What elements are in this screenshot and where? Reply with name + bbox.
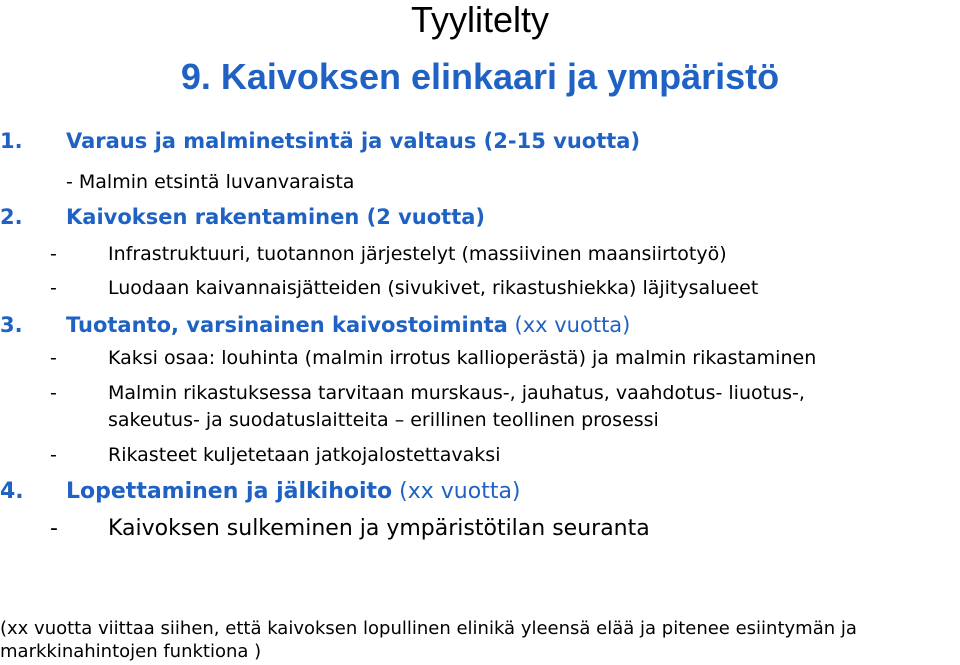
section-2-number: 2. [0,205,23,229]
section-1-title: Varaus ja malminetsintä ja valtaus (2-15 vuotta) [66,129,641,153]
section-2-item-text: Infrastruktuuri, tuotannon järjestelyt (massiivinen maansiirtotyö) [108,243,727,265]
section-1-number: 1. [0,129,23,153]
section-4-duration: (xx vuotta) [392,479,521,504]
section-1-subitem: - Malmin etsintä luvanvaraista [66,171,355,193]
page-title: 9. Kaivoksen elinkaari ja ympäristö [180,56,780,97]
section-3-item-text: Kaksi osaa: louhinta (malmin irrotus kallioperästä) ja malmin rikastaminen [108,347,817,369]
section-3-item-text: Rikasteet kuljetetaan jatkojalostettavaksi [108,444,501,466]
section-4-number: 4. [0,479,24,504]
section-4-title: Lopettaminen ja jälkihoito [66,479,393,504]
section-4-item-text: Kaivoksen sulkeminen ja ympäristötilan seuranta [108,516,650,541]
template-title: Tyylitelty [410,0,550,40]
footnote-line-1: (xx vuotta viittaa siihen, että kaivoksen lopullinen elinikä yleensä elää ja pitenee esiintymän ja [0,618,857,639]
bullet-dash: - [50,516,58,541]
section-3-item-continuation: sakeutus- ja suodatuslaitteita – erillinen teollinen prosessi [108,409,659,431]
bullet-dash: - [50,382,57,404]
section-3-duration: (xx vuotta) [507,313,631,337]
section-2-title: Kaivoksen rakentaminen (2 vuotta) [66,205,486,229]
section-3-number: 3. [0,313,23,337]
footnote-line-2: markkinahintojen funktiona ) [0,641,262,662]
bullet-dash: - [50,277,57,299]
bullet-dash: - [50,243,57,265]
section-3-title: Tuotanto, varsinainen kaivostoiminta [66,313,508,337]
bullet-dash: - [50,444,57,466]
section-3-item-text: Malmin rikastuksessa tarvitaan murskaus-, jauhatus, vaahdotus- liuotus-, [108,382,805,404]
section-2-item-text: Luodaan kaivannaisjätteiden (sivukivet, rikastushiekka) läjitysalueet [108,277,759,299]
bullet-dash: - [50,347,57,369]
